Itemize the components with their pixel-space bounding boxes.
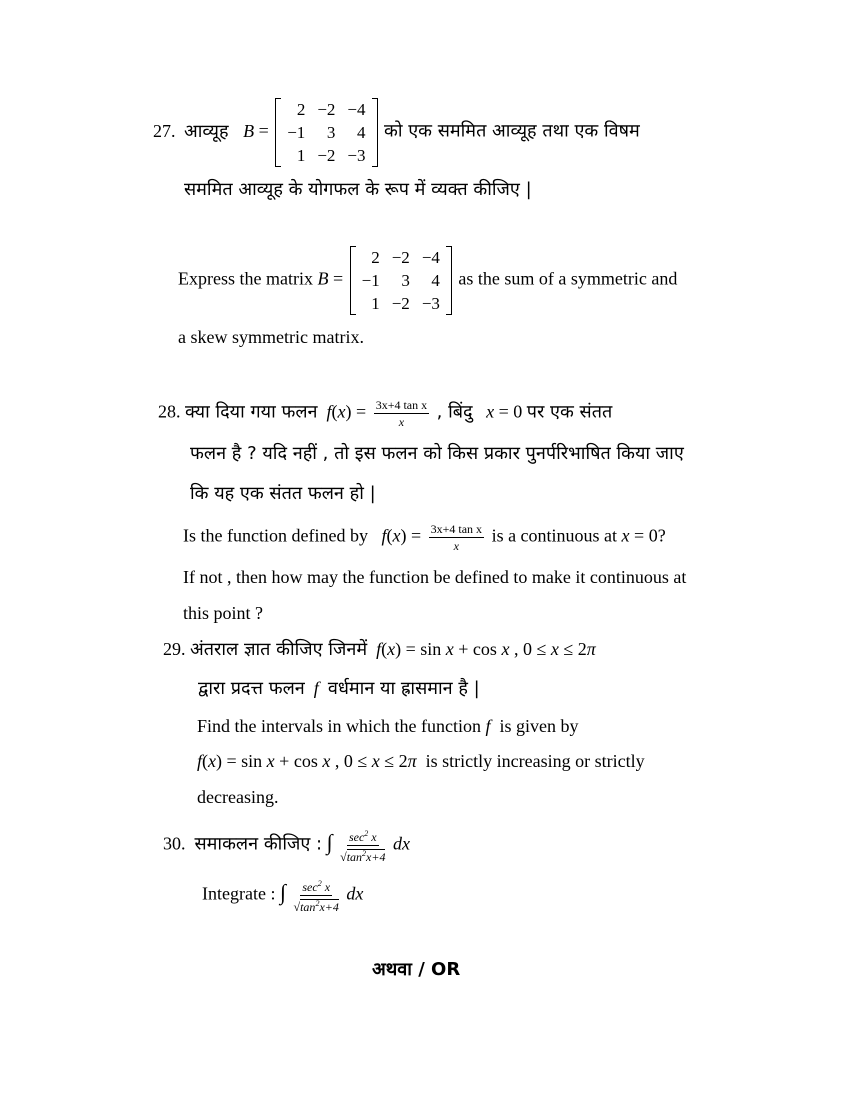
q28-hindi-line3: कि यह एक संतत फलन हो | (190, 483, 376, 504)
q27-english-prefix: Express the matrix (178, 268, 313, 289)
q27-english-line1: Express the matrix B = 2 −2 −4 −1 3 4 1 −2 −3 as the sum of a symmetric and (178, 248, 678, 313)
question-number-30: 30. (163, 833, 186, 854)
matrix-cell: 4 (431, 271, 440, 290)
matrix-b-hindi (275, 98, 377, 167)
matrix-cell: −1 (287, 123, 306, 142)
matrix-cell: −2 (391, 248, 410, 267)
matrix-cell: 2 (296, 100, 306, 119)
matrix-cell: 3 (401, 271, 410, 290)
q28-english-line3: this point ? (183, 603, 263, 623)
q27-hindi-line2: सममित आव्यूह के योगफल के रूप में व्यक्त कीजिए | (184, 179, 532, 200)
q28-hindi-prefix: क्या दिया गया फलन (185, 401, 318, 423)
q29-english-line3: decreasing. (197, 787, 279, 807)
matrix-cell: −2 (317, 100, 336, 119)
q28-english-prefix: Is the function defined by (183, 525, 368, 546)
matrix-row (356, 246, 446, 269)
matrix-row (281, 121, 371, 144)
q29-hindi-line2a: द्वारा प्रदत्त फलन (198, 678, 305, 699)
q27-english-line2: a skew symmetric matrix. (178, 327, 364, 347)
q27-hindi-line1: आव्यूह B = 2 −2 −4 −1 3 4 1 −2 −3 को एक सममित आव्यूह तथा एक विषम (184, 100, 640, 165)
q29-hindi-line2: द्वारा प्रदत्त फलन f वर्धमान या ह्रासमान है | (198, 678, 480, 699)
question-number-29: 29. (163, 639, 186, 659)
q28-english-line2: If not , then how may the function be defined to make it continuous at (183, 567, 687, 587)
matrix-cell: −3 (421, 294, 440, 313)
q30-integrand-hindi: $\frac{\sec^2 x}{√\tan^2x+4}$ (340, 829, 386, 864)
matrix-cell: 4 (357, 123, 366, 142)
q27-hindi-prefix: आव्यूह (184, 120, 229, 142)
q29-english-line1: Find the intervals in which the function f is given by (197, 716, 579, 736)
or-separator: अथवा / OR (372, 959, 461, 980)
matrix-cell: −3 (347, 146, 366, 165)
q27-english-suffix: as the sum of a symmetric and (458, 268, 678, 289)
matrix-cell: 2 (371, 248, 380, 267)
q30-english-line1: Integrate : ∫ $\frac{\sec^2 x}{√\tan^2x+4}$ dx (202, 879, 364, 914)
question-number-27: 27. (153, 121, 176, 141)
matrix-cell: −4 (421, 248, 440, 267)
q30-integrand-english: $\frac{\sec^2 x}{√\tan^2x+4}$ (293, 879, 339, 914)
q30-hindi-line1: 30. समाकलन कीजिए : ∫ $\frac{\sec^2 x}{√\tan^2x+4}$ dx (163, 829, 410, 864)
q27-hindi-suffix: को एक सममित आव्यूह तथा एक विषम (384, 120, 640, 142)
q29-english-line2: f(x) = sin x + cos x , 0 ≤ x ≤ 2π is strictly increasing or strictly (197, 751, 645, 771)
matrix-b-english (350, 246, 452, 315)
q28-fraction-english: $\frac{\text{3x+4 tan x}}{x}$ (430, 522, 483, 553)
q28-fraction-hindi: $\frac{\text{3x+4 tan x}}{x}$ (375, 398, 428, 429)
q28-hindi-mid: , बिंदु (436, 401, 473, 423)
matrix-cell: −2 (391, 294, 410, 313)
matrix-cell: 1 (296, 146, 306, 165)
matrix-row (281, 98, 371, 121)
q28-hindi-line1: 28. क्या दिया गया फलन f(x) = $\frac{\text{3x+4 tan x}}{x}$ , बिंदु x = 0 पर एक संतत (158, 398, 613, 429)
matrix-cell: 1 (371, 294, 380, 313)
q28-english-line1: Is the function defined by f(x) = $\frac{\text{3x+4 tan x}}{x}$ is a continuous at x = 0? (183, 522, 666, 553)
matrix-cell: −2 (317, 146, 336, 165)
q29-hindi-prefix: अंतराल ज्ञात कीजिए जिनमें (190, 639, 368, 660)
q28-hindi-line2: फलन है ? यदि नहीं , तो इस फलन को किस प्रकार पुनर्परिभाषित किया जाए (190, 443, 684, 464)
q28-hindi-suffix: पर एक संतत (526, 401, 613, 423)
matrix-cell: 3 (326, 123, 336, 142)
question-number-28: 28. (158, 401, 181, 422)
q28-english-mid: is a continuous at (491, 525, 618, 546)
matrix-name: B (243, 120, 255, 141)
q30-hindi-prefix: समाकलन कीजिए : (194, 833, 323, 855)
matrix-cell: −1 (361, 271, 380, 290)
matrix-cell: −4 (347, 100, 366, 119)
q29-hindi-line1: 29. अंतराल ज्ञात कीजिए जिनमें f(x) = sin x + cos x , 0 ≤ x ≤ 2π (163, 639, 596, 660)
q30-english-prefix: Integrate : (202, 883, 276, 904)
matrix-row (356, 292, 446, 315)
q29-hindi-line2b: वर्धमान या ह्रासमान है | (327, 678, 480, 699)
matrix-row (281, 144, 371, 167)
matrix-row (356, 269, 446, 292)
